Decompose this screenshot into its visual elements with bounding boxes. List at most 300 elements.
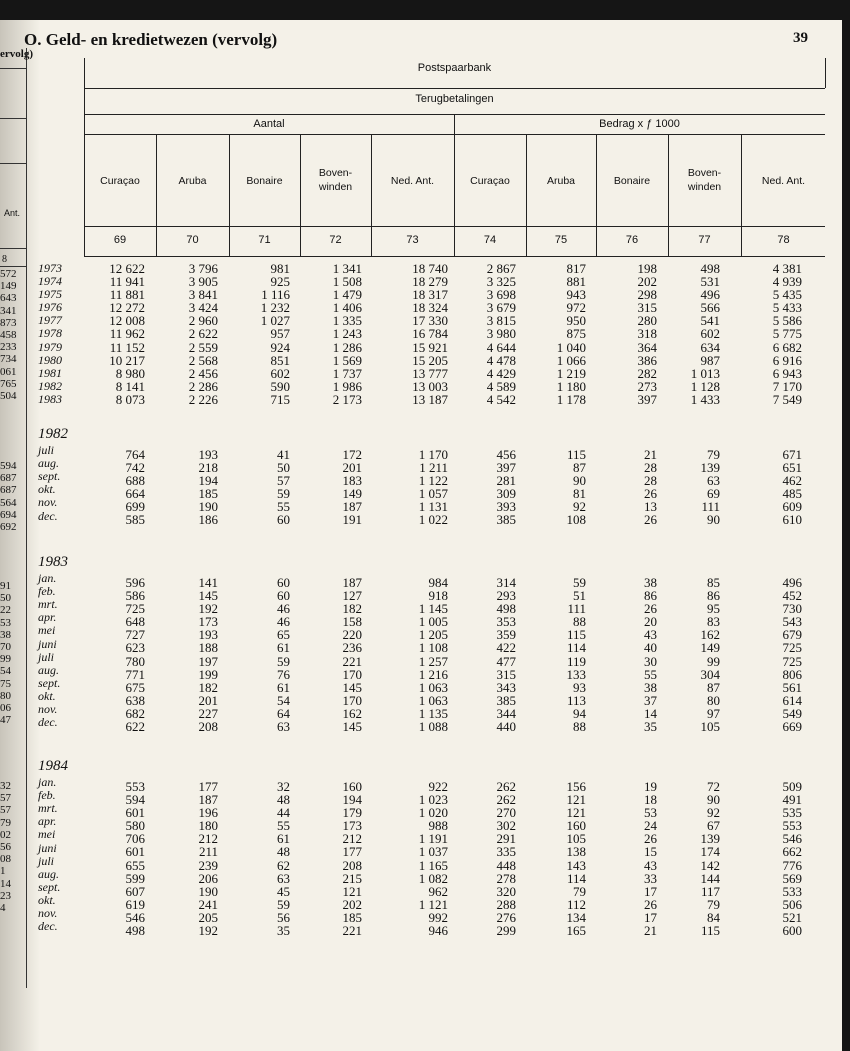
left-edge-number: 80 <box>0 689 11 702</box>
table-cell: 11 941 <box>109 274 145 290</box>
row-label: 1974 <box>38 274 62 289</box>
table-cell: 26 <box>644 486 657 502</box>
row-label: 1978 <box>38 326 62 341</box>
table-cell: 725 <box>782 640 802 656</box>
row-label: 1976 <box>38 300 62 315</box>
table-cell: 239 <box>198 857 218 873</box>
table-cell: 607 <box>125 883 145 899</box>
table-cell: 4 381 <box>772 261 802 276</box>
table-cell: 59 <box>277 896 290 912</box>
table-cell: 764 <box>125 447 145 462</box>
table-cell: 188 <box>198 640 218 656</box>
table-cell: 60 <box>277 512 290 528</box>
table-cell: 946 <box>428 923 448 939</box>
table-cell: 531 <box>700 274 720 290</box>
table-cell: 359 <box>496 627 516 643</box>
table-cell: 18 <box>644 792 657 808</box>
table-cell: 602 <box>700 326 720 342</box>
table-cell: 119 <box>566 653 586 669</box>
left-edge-number: 458 <box>0 328 17 341</box>
table-cell: 15 921 <box>412 339 448 355</box>
table-cell: 393 <box>496 499 516 515</box>
data-column <box>516 448 586 527</box>
table-cell: 12 008 <box>109 313 145 329</box>
table-cell: 715 <box>270 391 290 407</box>
table-cell: 730 <box>782 601 802 617</box>
table-cell: 26 <box>644 831 657 847</box>
table-cell: 725 <box>125 601 145 617</box>
table-cell: 112 <box>566 896 586 912</box>
left-edge-number: 564 <box>0 496 17 509</box>
table-cell: 38 <box>644 575 657 590</box>
table-cell: 11 881 <box>109 287 145 303</box>
row-label: juli <box>38 443 55 458</box>
table-cell: 17 <box>644 909 657 925</box>
table-cell: 87 <box>573 460 586 476</box>
table-cell: 3 815 <box>486 313 516 329</box>
table-cell: 145 <box>342 679 362 695</box>
table-cell: 86 <box>644 588 657 604</box>
table-cell: 113 <box>566 692 586 708</box>
left-edge-number: 692 <box>0 520 17 533</box>
table-cell: 397 <box>637 391 657 407</box>
data-column <box>378 576 448 733</box>
table-cell: 1 023 <box>418 792 448 808</box>
row-label: sept. <box>38 469 61 484</box>
table-cell: 561 <box>782 679 802 695</box>
table-cell: 63 <box>707 473 720 489</box>
table-cell: 566 <box>700 300 720 316</box>
table-cell: 776 <box>782 857 802 873</box>
row-label: mrt. <box>38 597 58 612</box>
table-cell: 922 <box>428 779 448 794</box>
table-cell: 601 <box>125 805 145 821</box>
table-cell: 509 <box>782 779 802 794</box>
row-labels <box>38 556 68 729</box>
table-cell: 553 <box>782 818 802 834</box>
table-cell: 143 <box>566 857 586 873</box>
table-cell: 205 <box>198 909 218 925</box>
data-column <box>516 576 586 733</box>
table-cell: 397 <box>496 460 516 476</box>
table-cell: 924 <box>270 339 290 355</box>
data-column <box>516 262 586 406</box>
left-edge-number: 504 <box>0 389 17 402</box>
left-edge-numbers <box>0 580 22 726</box>
row-label: nov. <box>38 702 58 717</box>
table-cell: 2 559 <box>188 339 218 355</box>
data-column <box>446 780 516 937</box>
table-cell: 173 <box>342 818 362 834</box>
table-cell: 725 <box>782 653 802 669</box>
left-edge-rule <box>0 68 26 69</box>
table-subtitle: Terugbetalingen <box>415 93 494 105</box>
table-cell: 208 <box>198 719 218 735</box>
table-cell: 278 <box>496 870 516 886</box>
table-cell: 65 <box>277 627 290 643</box>
table-cell: 108 <box>566 512 586 528</box>
table-cell: 1 022 <box>418 512 448 528</box>
row-label: mrt. <box>38 801 58 816</box>
table-cell: 281 <box>496 473 516 489</box>
table-cell: 57 <box>277 473 290 489</box>
table-cell: 601 <box>125 844 145 860</box>
group-aantal: Aantal <box>253 118 285 130</box>
table-cell: 8 141 <box>115 378 145 394</box>
table-cell: 3 325 <box>486 274 516 290</box>
table-cell: 18 279 <box>412 274 448 290</box>
table-cell: 28 <box>644 460 657 476</box>
table-cell: 1 257 <box>418 653 448 669</box>
table-cell: 11 962 <box>109 326 145 342</box>
table-cell: 688 <box>125 473 145 489</box>
row-label: juli <box>38 853 55 868</box>
table-cell: 462 <box>782 473 802 489</box>
left-edge-number: 53 <box>0 616 11 629</box>
table-cell: 1 232 <box>260 300 290 316</box>
column-number: 72 <box>329 234 342 246</box>
table-cell: 771 <box>125 666 145 682</box>
table-cell: 1 216 <box>418 666 448 682</box>
table-cell: 353 <box>496 614 516 630</box>
table-cell: 88 <box>573 719 586 735</box>
row-labels <box>38 262 62 406</box>
row-label: 1977 <box>38 313 62 328</box>
table-cell: 162 <box>700 627 720 643</box>
table-cell: 8 073 <box>115 391 145 407</box>
table-cell: 651 <box>782 460 802 476</box>
left-edge-numbers <box>0 780 22 914</box>
table-cell: 86 <box>707 588 720 604</box>
table-cell: 1 063 <box>418 692 448 708</box>
table-cell: 56 <box>277 909 290 925</box>
table-cell: 99 <box>707 653 720 669</box>
table-cell: 662 <box>782 844 802 860</box>
table-cell: 609 <box>782 499 802 515</box>
table-cell: 2 173 <box>332 391 362 407</box>
table-cell: 498 <box>496 601 516 617</box>
table-cell: 24 <box>644 818 657 834</box>
table-cell: 1 433 <box>690 391 720 407</box>
column-number: 76 <box>625 234 639 246</box>
table-cell: 671 <box>782 447 802 462</box>
data-column <box>732 262 802 406</box>
table-cell: 506 <box>782 896 802 912</box>
table-cell: 37 <box>644 692 657 708</box>
table-cell: 14 <box>644 705 657 721</box>
table-cell: 63 <box>277 719 290 735</box>
table-cell: 177 <box>342 844 362 860</box>
data-column <box>650 262 720 406</box>
row-label: 1980 <box>38 352 62 367</box>
table-cell: 165 <box>566 923 586 939</box>
table-cell: 111 <box>567 601 586 617</box>
left-edge-number: 47 <box>0 714 11 727</box>
table-cell: 950 <box>566 313 586 329</box>
column-header: Boven- winden <box>318 167 353 193</box>
table-cell: 549 <box>782 705 802 721</box>
row-label: nov. <box>38 906 58 921</box>
table-cell: 180 <box>198 818 218 834</box>
table-cell: 54 <box>277 692 290 708</box>
table-cell: 596 <box>125 575 145 590</box>
table-cell: 1 986 <box>332 378 362 394</box>
table-cell: 1 341 <box>332 261 362 276</box>
left-edge-number: 233 <box>0 341 17 354</box>
data-column <box>732 448 802 527</box>
table-cell: 1 243 <box>332 326 362 342</box>
column-number: 77 <box>698 234 711 246</box>
data-column <box>650 448 720 527</box>
table-cell: 634 <box>700 339 720 355</box>
row-label: juli <box>38 649 55 664</box>
table-cell: 918 <box>428 588 448 604</box>
table-cell: 1 508 <box>332 274 362 290</box>
table-cell: 1 479 <box>332 287 362 303</box>
table-cell: 1 286 <box>332 339 362 355</box>
table-cell: 2 226 <box>188 391 218 407</box>
data-column <box>148 448 218 527</box>
table-cell: 26 <box>644 601 657 617</box>
table-cell: 87 <box>707 679 720 695</box>
table-cell: 170 <box>342 666 362 682</box>
table-cell: 48 <box>277 792 290 808</box>
table-cell: 193 <box>198 627 218 643</box>
table-cell: 13 187 <box>412 391 448 407</box>
table-cell: 170 <box>342 692 362 708</box>
table-cell: 139 <box>700 831 720 847</box>
table-cell: 173 <box>198 614 218 630</box>
column-header: Aruba <box>546 175 576 187</box>
table-cell: 194 <box>198 473 218 489</box>
table-cell: 18 324 <box>412 300 448 316</box>
table-cell: 191 <box>342 512 362 528</box>
data-column <box>732 576 802 733</box>
table-cell: 682 <box>125 705 145 721</box>
table-cell: 145 <box>198 588 218 604</box>
table-cell: 851 <box>270 352 290 368</box>
column-header: Boven- winden <box>687 167 722 193</box>
left-edge-number: 08 <box>0 853 11 866</box>
data-column <box>650 780 720 937</box>
table-cell: 1 027 <box>260 313 290 329</box>
table-cell: 4 429 <box>486 365 516 381</box>
table-cell: 142 <box>700 857 720 873</box>
table-cell: 3 424 <box>188 300 218 316</box>
left-edge-ant: Ant. <box>4 208 21 218</box>
row-labels <box>38 760 68 933</box>
table-cell: 19 <box>644 779 657 794</box>
row-label: aug. <box>38 662 59 677</box>
table-cell: 273 <box>637 378 657 394</box>
table-cell: 61 <box>277 679 290 695</box>
table-cell: 385 <box>496 512 516 528</box>
table-cell: 61 <box>277 640 290 656</box>
table-cell: 194 <box>342 792 362 808</box>
table-cell: 706 <box>125 831 145 847</box>
table-cell: 293 <box>496 588 516 604</box>
table-cell: 1 020 <box>418 805 448 821</box>
table-cell: 55 <box>644 666 657 682</box>
table-cell: 55 <box>277 818 290 834</box>
row-label: jan. <box>38 775 57 790</box>
table-cell: 44 <box>277 805 290 821</box>
column-header: Ned. Ant. <box>390 175 435 187</box>
table-cell: 97 <box>707 705 720 721</box>
table-cell: 1 131 <box>418 499 448 515</box>
table-cell: 5 775 <box>772 326 802 342</box>
table-cell: 546 <box>125 909 145 925</box>
table-cell: 61 <box>277 831 290 847</box>
table-cell: 26 <box>644 896 657 912</box>
data-column <box>446 448 516 527</box>
table-cell: 182 <box>342 601 362 617</box>
row-labels <box>38 428 68 523</box>
table-cell: 69 <box>707 486 720 502</box>
row-label: dec. <box>38 715 58 730</box>
table-cell: 20 <box>644 614 657 630</box>
row-label: aug. <box>38 456 59 471</box>
left-edge-number: 734 <box>0 353 17 366</box>
table-cell: 610 <box>782 512 802 528</box>
left-edge-number: 14 <box>0 877 11 890</box>
column-header: Curaçao <box>100 175 140 187</box>
table-cell: 2 568 <box>188 352 218 368</box>
table-cell: 160 <box>342 779 362 794</box>
column-number: 70 <box>186 234 199 246</box>
table-cell: 211 <box>198 844 218 860</box>
table-cell: 546 <box>782 831 802 847</box>
table-cell: 199 <box>198 666 218 682</box>
left-edge-number: 149 <box>0 280 17 293</box>
table-cell: 220 <box>342 627 362 643</box>
table-cell: 55 <box>277 499 290 515</box>
left-edge-number: 572 <box>0 268 17 280</box>
table-border-right <box>825 58 826 88</box>
left-edge-rule <box>0 163 26 164</box>
table-cell: 553 <box>125 779 145 794</box>
table-cell: 160 <box>566 818 586 834</box>
table-cell: 2 867 <box>486 261 516 276</box>
table-cell: 50 <box>277 460 290 476</box>
table-cell: 2 286 <box>188 378 218 394</box>
table-cell: 46 <box>277 601 290 617</box>
table-cell: 187 <box>198 792 218 808</box>
left-edge-number: 79 <box>0 816 11 829</box>
table-cell: 46 <box>277 614 290 630</box>
left-edge-number: 687 <box>0 472 17 485</box>
table-cell: 1 180 <box>556 378 586 394</box>
table-cell: 496 <box>700 287 720 303</box>
data-column <box>292 576 362 733</box>
table-cell: 3 679 <box>486 300 516 316</box>
table-cell: 26 <box>644 512 657 528</box>
left-edge-number: 54 <box>0 665 11 678</box>
table-cell: 83 <box>707 614 720 630</box>
column-header: Curaçao <box>470 175 510 187</box>
left-edge-number: 56 <box>0 840 11 853</box>
table-cell: 1 165 <box>418 857 448 873</box>
row-label: sept. <box>38 879 61 894</box>
table-cell: 218 <box>198 460 218 476</box>
table-cell: 90 <box>707 512 720 528</box>
table-cell: 335 <box>496 844 516 860</box>
table-cell: 121 <box>342 883 362 899</box>
table-cell: 81 <box>573 486 586 502</box>
table-cell: 141 <box>198 575 218 590</box>
table-cell: 6 682 <box>772 339 802 355</box>
table-cell: 386 <box>637 352 657 368</box>
table-cell: 93 <box>573 679 586 695</box>
table-cell: 1 406 <box>332 300 362 316</box>
table-cell: 212 <box>198 831 218 847</box>
data-column <box>446 262 516 406</box>
table-cell: 972 <box>566 300 586 316</box>
table-cell: 13 777 <box>412 365 448 381</box>
table-cell: 1 121 <box>418 896 448 912</box>
table-cell: 875 <box>566 326 586 342</box>
table-cell: 145 <box>342 719 362 735</box>
table-cell: 3 905 <box>188 274 218 290</box>
table-cell: 496 <box>782 575 802 590</box>
row-label: okt. <box>38 892 56 907</box>
table-cell: 314 <box>496 575 516 590</box>
table-cell: 675 <box>125 679 145 695</box>
row-label: sept. <box>38 675 61 690</box>
table-cell: 185 <box>198 486 218 502</box>
table-cell: 1 211 <box>419 460 448 476</box>
block-year-label: 1983 <box>38 554 68 570</box>
table-cell: 111 <box>701 499 720 515</box>
table-cell: 4 478 <box>486 352 516 368</box>
row-label: dec. <box>38 508 58 523</box>
table-cell: 202 <box>637 274 657 290</box>
table-cell: 41 <box>277 447 290 462</box>
row-label: 1982 <box>38 378 62 393</box>
table-cell: 13 <box>644 499 657 515</box>
table-cell: 1 135 <box>418 705 448 721</box>
table-cell: 35 <box>644 719 657 735</box>
table-cell: 115 <box>700 923 720 939</box>
table-cell: 144 <box>700 870 720 886</box>
table-cell: 1 737 <box>332 365 362 381</box>
data-column <box>587 780 657 937</box>
row-label: okt. <box>38 482 56 497</box>
table-cell: 174 <box>700 844 720 860</box>
table-cell: 28 <box>644 473 657 489</box>
table-cell: 67 <box>707 818 720 834</box>
table-cell: 33 <box>644 870 657 886</box>
table-cell: 8 980 <box>115 365 145 381</box>
left-edge-colnum: 8 <box>2 254 7 265</box>
section-title: O. Geld- en kredietwezen (vervolg) <box>24 30 278 49</box>
table-cell: 2 622 <box>188 326 218 342</box>
left-edge-number: 4 <box>0 901 6 914</box>
left-edge-number: 06 <box>0 701 11 714</box>
table-cell: 282 <box>637 365 657 381</box>
table-cell: 655 <box>125 857 145 873</box>
left-edge-number: 75 <box>0 677 11 690</box>
table-cell: 4 644 <box>486 339 516 355</box>
table-cell: 241 <box>198 896 218 912</box>
table-cell: 13 003 <box>412 378 448 394</box>
header-rule <box>84 256 825 257</box>
left-edge-number: 643 <box>0 292 17 305</box>
table-cell: 5 586 <box>772 313 802 329</box>
table-cell: 51 <box>573 588 586 604</box>
table-cell: 60 <box>277 588 290 604</box>
table-cell: 134 <box>566 909 586 925</box>
